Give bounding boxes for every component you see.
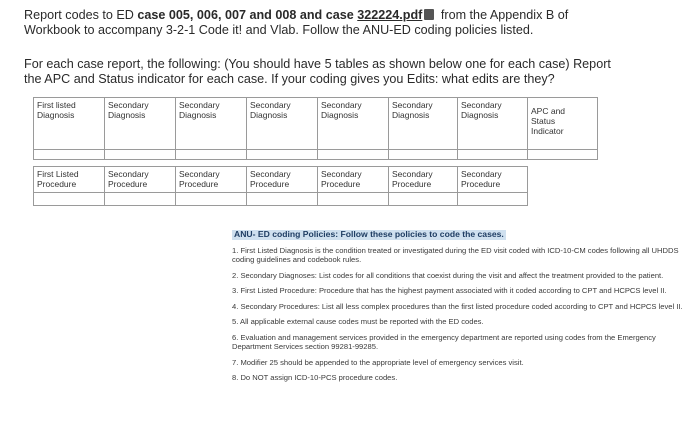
- diagnosis-entry-cell[interactable]: [458, 150, 528, 160]
- header-line: Diagnosis: [392, 110, 430, 120]
- diagnosis-entry-cell[interactable]: [318, 150, 389, 160]
- policies-title: ANU- ED coding Policies: Follow these policies to code the cases.: [234, 229, 504, 239]
- policy-item: 6. Evaluation and management services provided in the emergency department are reported using codes from the Emergency Department Services section 99281-99285.: [232, 332, 656, 351]
- policy-item: 2. Secondary Diagnoses: List codes for all conditions that coexist during the visit and affect the treatment provided to the patient.: [232, 270, 664, 280]
- pdf-link[interactable]: 322224.pdf: [357, 8, 423, 22]
- policy-item: 5. All applicable external cause codes must be reported with the ED codes.: [232, 317, 484, 326]
- header-line: Diagnosis: [321, 110, 359, 120]
- diagnosis-entry-cell[interactable]: [34, 150, 105, 160]
- procedure-header-cell: [318, 167, 389, 193]
- header-line: Procedure: [461, 179, 501, 189]
- diagnosis-header-cell: [34, 98, 105, 150]
- diagnosis-header-row: [34, 98, 598, 150]
- header-line: Procedure: [179, 179, 219, 189]
- procedure-entry-cell[interactable]: [247, 193, 318, 206]
- intro-text-e: from the Appendix B of: [437, 8, 569, 22]
- intro-line-2: Workbook to accompany 3-2-1 Code it! and Vlab. Follow the ANU-ED coding policies listed.: [24, 23, 534, 37]
- procedure-header-cell: [34, 167, 105, 193]
- procedure-header-cell: [389, 167, 458, 193]
- header-line: Secondary: [179, 100, 220, 110]
- coding-policies: [232, 230, 692, 389]
- diagnosis-header-cell: [458, 98, 528, 150]
- header-line: Indicator: [531, 126, 564, 136]
- procedure-entry-cell[interactable]: [318, 193, 389, 206]
- intro-line-1: [24, 8, 684, 23]
- header-line: Secondary: [179, 169, 220, 179]
- header-line: Secondary: [321, 169, 362, 179]
- intro-cases: case 005, 006, 007 and 008 and case: [137, 8, 354, 22]
- procedure-entry-cell[interactable]: [34, 193, 105, 206]
- procedure-entry-cell[interactable]: [458, 193, 528, 206]
- file-icon: [424, 9, 434, 20]
- header-line: Procedure: [392, 179, 432, 189]
- policy-item: 3. First Listed Procedure: Procedure that has the highest payment associated with it coded according to CPT and HCPCS level II.: [232, 286, 667, 295]
- apc-status-header-cell: [528, 98, 598, 150]
- header-line: Procedure: [250, 179, 290, 189]
- diagnosis-entry-row: [34, 150, 598, 160]
- intro-text-a: Report codes to ED: [24, 8, 138, 22]
- diagnosis-header-cell: [176, 98, 247, 150]
- header-line: Secondary: [250, 169, 291, 179]
- header-line: Procedure: [321, 179, 361, 189]
- instructions: [24, 57, 684, 87]
- diagnosis-entry-cell[interactable]: [247, 150, 318, 160]
- policy-item: 7. Modifier 25 should be appended to the appropriate level of emergency services visit.: [232, 357, 524, 367]
- header-line: Secondary: [461, 100, 502, 110]
- header-line: Diagnosis: [250, 110, 288, 120]
- diagnosis-header-cell: [389, 98, 458, 150]
- header-line: Secondary: [108, 100, 149, 110]
- intro-text: [24, 8, 684, 38]
- header-line: APC and: [531, 106, 566, 116]
- instructions-line-1: For each case report, the following: (You should have 5 tables as shown below one for each case) Report: [24, 57, 611, 71]
- diagnosis-entry-cell[interactable]: [389, 150, 458, 160]
- diagnosis-header-cell: [318, 98, 389, 150]
- header-line: Secondary: [108, 169, 149, 179]
- procedure-entry-cell[interactable]: [389, 193, 458, 206]
- header-line: Diagnosis: [37, 110, 75, 120]
- header-line: Status: [531, 116, 556, 126]
- header-line: Diagnosis: [461, 110, 499, 120]
- procedure-table: [33, 166, 528, 206]
- diagnosis-entry-cell[interactable]: [176, 150, 247, 160]
- header-line: First Listed: [37, 169, 79, 179]
- apc-status-entry-cell[interactable]: [528, 150, 598, 160]
- procedure-header-cell: [176, 167, 247, 193]
- header-line: First listed: [37, 100, 76, 110]
- header-line: Procedure: [108, 179, 148, 189]
- procedure-header-cell: [105, 167, 176, 193]
- policy-item: 8. Do NOT assign ICD-10-PCS procedure codes.: [232, 373, 398, 382]
- header-line: Secondary: [321, 100, 362, 110]
- policy-item: 1. First Listed Diagnosis is the condition treated or investigated during the ED visit coded with ICD-10-CM codes following all UHDDS coding guidelines and codebook rules.: [232, 245, 679, 264]
- procedure-header-cell: [247, 167, 318, 193]
- header-line: Secondary: [250, 100, 291, 110]
- diagnosis-entry-cell[interactable]: [105, 150, 176, 160]
- procedure-header-cell: [458, 167, 528, 193]
- header-line: Diagnosis: [179, 110, 217, 120]
- header-line: Secondary: [392, 169, 433, 179]
- header-line: Procedure: [37, 179, 77, 189]
- procedure-entry-cell[interactable]: [176, 193, 247, 206]
- procedure-header-row: [34, 167, 528, 193]
- instructions-line-2: the APC and Status indicator for each case. If your coding gives you Edits: what edits are they?: [24, 72, 555, 86]
- procedure-entry-row: [34, 193, 528, 206]
- header-line: Secondary: [461, 169, 502, 179]
- procedure-entry-cell[interactable]: [105, 193, 176, 206]
- diagnosis-table: [33, 97, 598, 160]
- header-line: Diagnosis: [108, 110, 146, 120]
- diagnosis-header-cell: [247, 98, 318, 150]
- header-line: Secondary: [392, 100, 433, 110]
- policy-item: 4. Secondary Procedures: List all less complex procedures than the first listed procedure coded according to CPT and HCPCS level II.: [232, 301, 683, 311]
- diagnosis-header-cell: [105, 98, 176, 150]
